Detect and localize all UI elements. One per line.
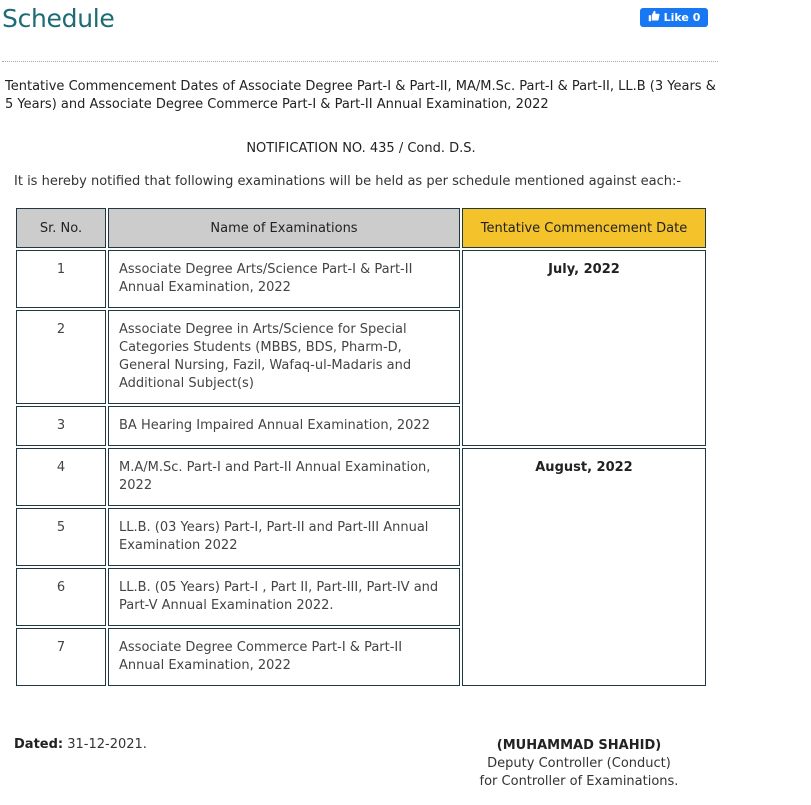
sr-cell: 6 [16,568,106,626]
like-label: Like 0 [663,11,701,24]
notice-text: It is hereby notified that following examinations will be held as per schedule mentioned against each:- [14,174,682,189]
signatory-name: (MUHAMMAD SHAHID) [496,738,662,753]
table-header-row [16,208,706,248]
signature-block [450,737,708,791]
exam-name-cell: Associate Degree Commerce Part-I & Part-II Annual Examination, 2022 [108,628,460,686]
date-cell-august: August, 2022 [462,448,706,686]
signatory-title: Deputy Controller (Conduct) [487,756,671,771]
exam-name-cell: LL.B. (05 Years) Part-I , Part II, Part-III, Part-IV and Part-V Annual Examination 2022. [108,568,460,626]
dated-value: 31-12-2021. [67,737,147,752]
intro-text: Tentative Commencement Dates of Associate Degree Part-I & Part-II, MA/M.Sc. Part-I & Part-II, LL.B (3 Years & 5 Years) and Associate Degree Commerce Part-I & Part-II Annual Examination, 2022 [5,79,716,112]
dated-label: Dated: [14,737,64,752]
divider [2,61,718,62]
dated-line [14,737,147,752]
exam-name-cell: BA Hearing Impaired Annual Examination, 2022 [108,406,460,446]
exam-name-cell: M.A/M.Sc. Part-I and Part-II Annual Examination, 2022 [108,448,460,506]
sr-cell: 7 [16,628,106,686]
table-row [16,250,706,308]
sr-cell: 4 [16,448,106,506]
thumbs-up-icon [648,10,660,25]
sr-cell: 5 [16,508,106,566]
facebook-like-button[interactable] [640,8,708,27]
signatory-for: for Controller of Examinations. [479,774,679,789]
header-commencement-date: Tentative Commencement Date [462,208,706,248]
table-row [16,448,706,506]
sr-cell: 3 [16,406,106,446]
exam-name-cell: Associate Degree Arts/Science Part-I & Part-II Annual Examination, 2022 [108,250,460,308]
header-exam-name: Name of Examinations [108,208,460,248]
exam-name-cell: Associate Degree in Arts/Science for Special Categories Students (MBBS, BDS, Pharm-D, General Nursing, Fazil, Wafaq-ul-Madaris and Additional Subject(s) [108,310,460,404]
exam-name-cell: LL.B. (03 Years) Part-I, Part-II and Part-III Annual Examination 2022 [108,508,460,566]
sr-cell: 2 [16,310,106,404]
schedule-table [14,206,708,688]
header-sr-no: Sr. No. [16,208,106,248]
date-cell-july: July, 2022 [462,250,706,446]
page-title: Schedule [2,4,115,33]
sr-cell: 1 [16,250,106,308]
notification-number: NOTIFICATION NO. 435 / Cond. D.S. [246,141,476,156]
